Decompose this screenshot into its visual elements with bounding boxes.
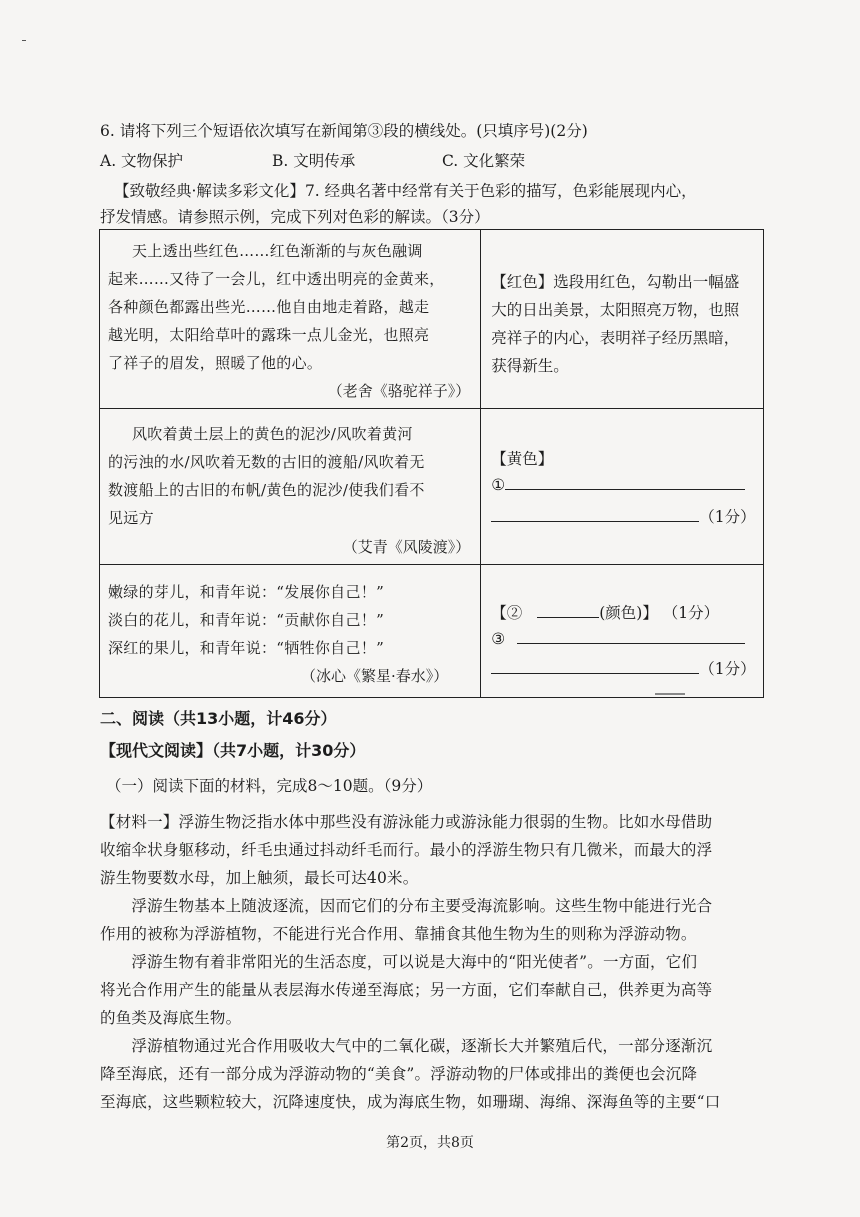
scan-speck <box>655 693 685 695</box>
material-line: 至海底，这些颗粒较大，沉降速度快，成为海底生物，如珊瑚、海绵、深海鱼等的主要“口 <box>100 1093 721 1111</box>
material-line: 浮游生物基本上随波逐流，因而它们的分布主要受海流影响。这些生物中能进行光合 <box>100 897 713 915</box>
answer-blank-3[interactable] <box>517 629 745 644</box>
excerpt-line: 风吹着黄土层上的黄色的泥沙/风吹着黄河 <box>132 425 413 443</box>
question-7-stem-line2: 抒发情感。请参照示例，完成下列对色彩的解读。（3分） <box>100 208 490 226</box>
material-line: 的鱼类及海底生物。 <box>100 1009 242 1027</box>
color-interpretation-table <box>99 229 764 698</box>
excerpt-source: （老舍《骆驼祥子》） <box>327 382 471 400</box>
excerpt-line: 了祥子的眉发，照暖了他的心。 <box>108 354 323 372</box>
material-line: 浮游生物有着非常阳光的生活态度，可以说是大海中的“阳光使者”。一方面，它们 <box>100 953 698 971</box>
example-answer-line: 亮祥子的内心，表明祥子经历黑暗， <box>491 329 740 347</box>
points-label: （1分） <box>699 508 756 526</box>
material-line: 将光合作用产生的能量从表层海水传递至海底；另一方面，它们奉献自己，供养更为高等 <box>100 981 713 999</box>
yellow-label: 【黄色】 <box>491 450 554 468</box>
scan-speck <box>22 40 26 41</box>
excerpt-line: 淡白的花儿，和青年说：“贡献你自己！” <box>108 611 385 629</box>
material-line: 浮游植物通过光合作用吸收大气中的二氧化碳，逐渐长大并繁殖后代，一部分逐渐沉 <box>100 1037 713 1055</box>
table-row <box>100 409 764 565</box>
material-line: 【材料一】浮游生物泛指水体中那些没有游泳能力或游泳能力很弱的生物。比如水母借助 <box>100 813 713 831</box>
page-footer: 第2页，共8页 <box>386 1135 474 1151</box>
answer-blank-1b[interactable] <box>491 507 699 522</box>
excerpt-cell-fanxing-chunshui <box>100 565 481 698</box>
question-6-stem: 6. 请将下列三个短语依次填写在新闻第③段的横线处。(只填序号)(2分) <box>100 122 588 140</box>
modern-reading-heading: 【现代文阅读】（共7小题，计30分） <box>100 741 366 760</box>
excerpt-source: （冰心《繁星·春水》） <box>300 667 449 685</box>
points-label: （1分） <box>662 604 720 622</box>
excerpt-cell-camel-xiangzi <box>100 230 481 409</box>
excerpt-line: 越光明，太阳给草叶的露珠一点儿金光，也照亮 <box>108 326 430 344</box>
yellow-answer-cell <box>481 409 764 565</box>
points-label: （1分） <box>699 660 756 678</box>
material-line: 收缩伞状身躯移动，纤毛虫通过抖动纤毛而行。最小的浮游生物只有几微米，而最大的浮 <box>100 841 713 859</box>
circled-number-3: ③ <box>491 630 506 648</box>
excerpt-cell-fengling-ferry <box>100 409 481 565</box>
material-line: 游生物要数水母，加上触须，最长可达40米。 <box>100 869 419 887</box>
table-row <box>100 230 764 409</box>
color-blank[interactable] <box>537 603 599 618</box>
answer-blank-3b[interactable] <box>491 659 699 674</box>
excerpt-line: 嫩绿的芽儿，和青年说：“发展你自己！” <box>108 583 385 601</box>
color-answer-cell <box>481 565 764 698</box>
table-row <box>100 565 764 698</box>
option-a: A. 文物保护 <box>100 152 184 170</box>
answer-blank-1[interactable] <box>505 475 745 490</box>
excerpt-line: 各种颜色都露出些光……他自由地走着路，越走 <box>108 298 430 316</box>
answer-line-3b <box>491 657 755 679</box>
excerpt-line: 起来……又待了一会儿，红中透出明亮的金黄来， <box>108 270 445 288</box>
answer-line-1b <box>491 505 755 527</box>
answer-line-2 <box>491 601 719 623</box>
question-7-stem-text: 7. 经典名著中经常有关于色彩的描写，色彩能展现内心， <box>304 182 697 200</box>
part-1-instruction: （一）阅读下面的材料，完成8～10题。（9分） <box>106 777 433 795</box>
excerpt-line: 深红的果儿，和青年说：“牺牲你自己！” <box>108 639 385 657</box>
question-7-stem-line1 <box>100 180 697 202</box>
example-answer-line: 大的日出美景，太阳照亮万物，也照 <box>491 301 740 319</box>
answer-line-3 <box>491 629 745 648</box>
example-answer-line: 获得新生。 <box>491 357 569 375</box>
answer-line-1 <box>491 475 745 494</box>
question-7-tag: 【致敬经典·解读多彩文化】 <box>114 182 305 200</box>
circled-number-1: ① <box>491 476 506 494</box>
section-2-heading: 二、阅读（共13小题，计46分） <box>100 709 337 728</box>
example-answer-cell <box>481 230 764 409</box>
option-b: B. 文明传承 <box>272 152 356 170</box>
excerpt-line: 数渡船上的古旧的布帆/黄色的泥沙/使我们看不 <box>108 481 425 499</box>
excerpt-line: 的污浊的水/风吹着无数的古旧的渡船/风吹着无 <box>108 453 425 471</box>
excerpt-line: 见远方 <box>108 509 154 527</box>
example-answer-line: 【红色】选段用红色，勾勒出一幅盛 <box>491 273 740 291</box>
option-c: C. 文化繁荣 <box>442 152 526 170</box>
excerpt-source: （艾青《风陵渡》） <box>342 538 471 556</box>
bracket-circled-2: 【② <box>491 604 523 622</box>
material-line: 降至海底，还有一部分成为浮游动物的“美食”。浮游动物的尸体或排出的粪便也会沉降 <box>100 1065 698 1083</box>
excerpt-line: 天上透出些红色……红色渐渐的与灰色融调 <box>132 242 423 260</box>
material-line: 作用的被称为浮游植物，不能进行光合作用、靠捕食其他生物为生的则称为浮游动物。 <box>100 925 697 943</box>
color-hint: (颜色)】 <box>599 604 658 622</box>
